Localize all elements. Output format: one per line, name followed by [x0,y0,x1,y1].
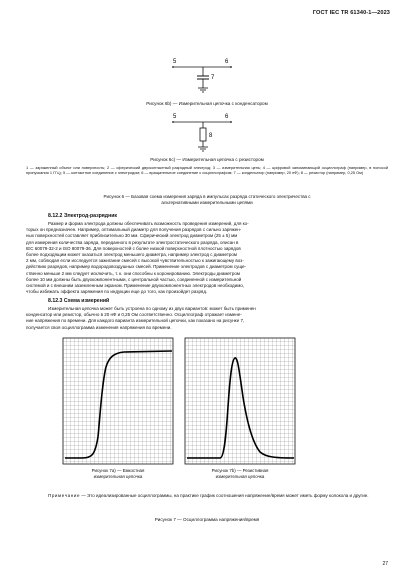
figure-6-caption: Рисунок 6 — Базовая схема измерения заряда в импульсах разряда статического электричества с альтернативными измерительными цепями [103,194,311,205]
section-8-12-3-heading: 8.12.3 Схема измерений [48,298,110,304]
paragraph-line: Измерительная цепочка может быть устроена по одному из двух вариантов: может быть применен [48,306,256,311]
figure-6b-capacitor-circuit [165,56,245,100]
note-text: — Это идеализированные осциллограммы, на практике график соотношения напряжение/время может иметь форму колокола и другие. [80,493,369,498]
paragraph-line: для измерения количества заряда, переданного в результате электростатического разряда, описан в [26,239,239,245]
note-label: Примечание [48,493,81,498]
paragraph-line: действию разрядов, например водородовоздушных смесей. Применение электродов с диаметром суще- [26,264,247,270]
paragraph-line: ственно меньше 2 мм следует исключить, т. к. они способны к коронированию. Электроды диаметром [26,270,240,276]
fig6c-caption: Рисунок 6с) — Измерительная цепочка с резистором [150,157,264,162]
fig6b-label-7: 7 [211,75,215,81]
fig6b-label-6: 6 [225,59,229,65]
paragraph-line: ных поверхностей составляет приблизительно 30 мм. Сферический электрод диаметром (25 ± 5) мм [26,233,238,239]
fig7b-caption-line2: измерительная цепочка [215,474,265,479]
figure-7a-oscillogram [62,337,174,465]
fig6c-label-6: 6 [225,114,229,120]
section-8-12-2-heading: 8.12.2 Электрод-разрядник [48,213,117,219]
figure-6c-resistor-circuit [165,111,245,157]
paragraph-line: 2 мм, соблюдая если исследуется зажигание смесей с высокой чувствительностью к зажигающему воз- [26,258,244,264]
paragraph-line: Размер и форма электрода должны обеспечивать возможность проведения измерений, для ко- [48,221,249,226]
paragraph-line: более 10 мм должны быть двухкомпонентными, с центральной частью, соединенной с измерительной [26,276,242,282]
fig6c-label-8: 8 [209,133,213,139]
fig6b-caption: Рисунок 6b) — Измерительная цепочка с конденсатором [146,101,268,106]
section-8-12-3-paragraph [26,306,388,331]
figure-7-note [26,493,388,499]
paragraph-line: более подходящим может оказаться электрод меньшего диаметра, например электрод с диаметром [26,252,238,258]
section-8-12-2-paragraph [26,221,388,295]
paragraph-line: чтобы избежать эффекта заряжения по индукции еще до того, как произойдет разряд. [26,289,208,295]
paragraph-line: торых он предназначен. Например, оптимальный диаметр для получения разрядов с сильно заряжен- [26,227,242,233]
figure-6-legend: 1 — заряженный объект или поверхность; 2 — сферический двухконтактный разрядный электрод; 3 — измерительная цепь; 4 — цифровой запоминающий осциллограф (например, в полосой пропускания 1 ГГц); 5 — контактное соединение с электродом; 6 — вращательное соединение с осциллографом; 7 — конденсатор (например, 20 нФ); 8 — резистор (например, 0,25 Ом) [26,165,388,176]
paragraph-line: получается своя осциллограмма изменения напряжения во времени. [26,324,172,330]
fig7a-caption-line1: Рисунок 7а) — Емкостная [91,468,145,473]
paragraph-line: IEC 60079-32-2 и ISO 80079-36. Для поверхностей с более низкой поверхностной плотностью зарядов [26,245,241,251]
paragraph-line: ние напряжения по времени. Для каждого варианта измерительной цепочки, как показано на рисунке 7, [26,318,245,324]
figure-7b-oscillogram [184,337,296,465]
fig6b-label-5: 5 [173,59,177,65]
document-header: ГОСТ IEC TR 61340-1—2023 [312,10,390,16]
page-number: 27 [382,561,388,567]
fig7b-caption [185,468,295,480]
fig6c-label-5: 5 [173,114,177,120]
paragraph-line: системой и с внешним заземленным экраном. Применение двухкомпонентных электродов необходимо, [26,283,245,289]
figure-7-caption: Рисунок 7 — Осциллограмма напряжения/время [154,517,260,522]
paragraph-line: конденсатор или резистор, обычно в 20 нФ и 0,25 Ом соответственно. Осциллограф отражает измене- [26,312,242,318]
fig7a-caption [63,468,173,480]
fig7a-caption-line2: измерительная цепочка [93,474,143,479]
fig7b-caption-line1: Рисунок 7b) — Резистивная [211,468,269,473]
